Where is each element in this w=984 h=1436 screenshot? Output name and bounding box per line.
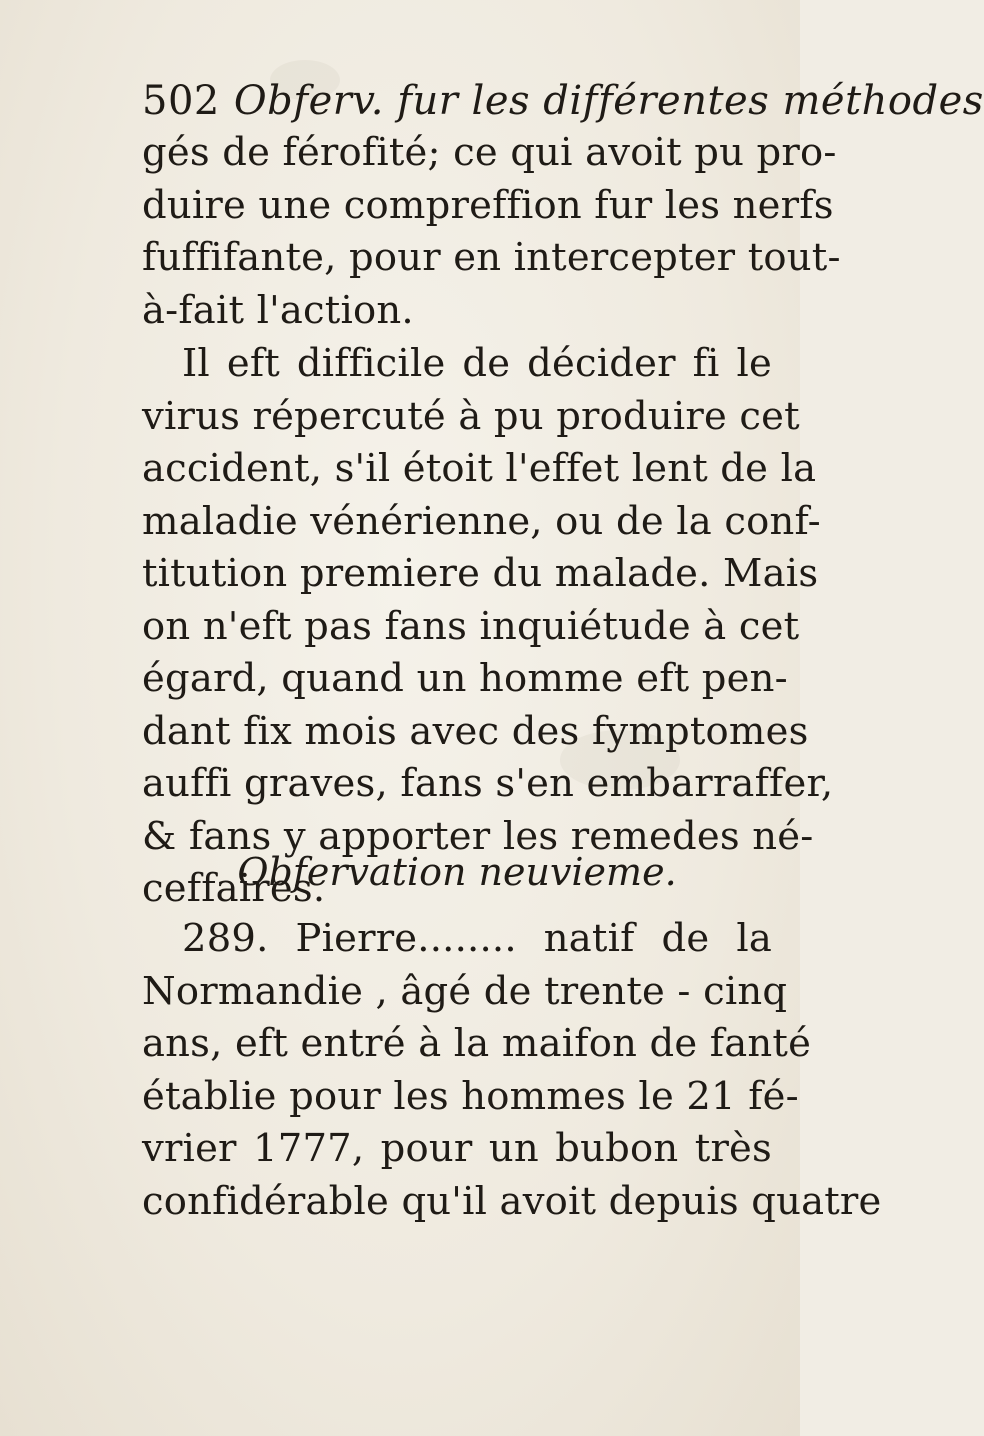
running-title: Obferv. fur les différentes méthodes: [233, 78, 984, 124]
text-line: vrier 1777, pour un bubon très: [142, 1126, 772, 1171]
text-line: accident, s'il étoit l'effet lent de la: [142, 446, 817, 491]
text-line: on n'eft pas fans inquiétude à cet: [142, 603, 800, 649]
text-line: dant fix mois avec des fymptomes: [142, 708, 809, 754]
text-line: à-fait l'action.: [142, 287, 414, 333]
paragraph-1: [142, 127, 841, 337]
text-line: duire une compreffion fur les nerfs: [142, 182, 834, 228]
text-line: Normandie , âgé de trente - cinq: [142, 968, 788, 1014]
text-line: ans, eft entré à la maifon de fanté: [142, 1021, 812, 1066]
text-line: gés de férofité; ce qui avoit pu pro-: [142, 130, 837, 175]
text-line: auffi graves, fans s'en embarraffer,: [142, 761, 834, 806]
page-number: 502: [142, 78, 220, 124]
text-line: virus répercuté à pu produire cet: [142, 393, 800, 439]
text-line: Il eft difficile de décider fi le: [182, 341, 772, 386]
text-line: fuffifante, pour en intercepter tout-: [142, 235, 841, 280]
paragraph-2: [142, 338, 834, 916]
text-line: 289. Pierre........ natif de la: [182, 916, 772, 961]
running-head: [142, 78, 984, 124]
text-line: & fans y apporter les remedes né-: [142, 813, 814, 859]
text-line: titution premiere du malade. Mais: [142, 551, 819, 596]
text-line: égard, quand un homme eft pen-: [142, 656, 788, 701]
text-line: maladie vénérienne, ou de la conf-: [142, 498, 821, 544]
paragraph-3: [142, 913, 882, 1228]
text-line: établie pour les hommes le 21 fé-: [142, 1073, 799, 1119]
text-line: ceffaires.: [142, 866, 326, 911]
text-line: confidérable qu'il avoit depuis quatre: [142, 1178, 882, 1224]
section-heading: Obfervation neuvieme.: [237, 850, 677, 894]
